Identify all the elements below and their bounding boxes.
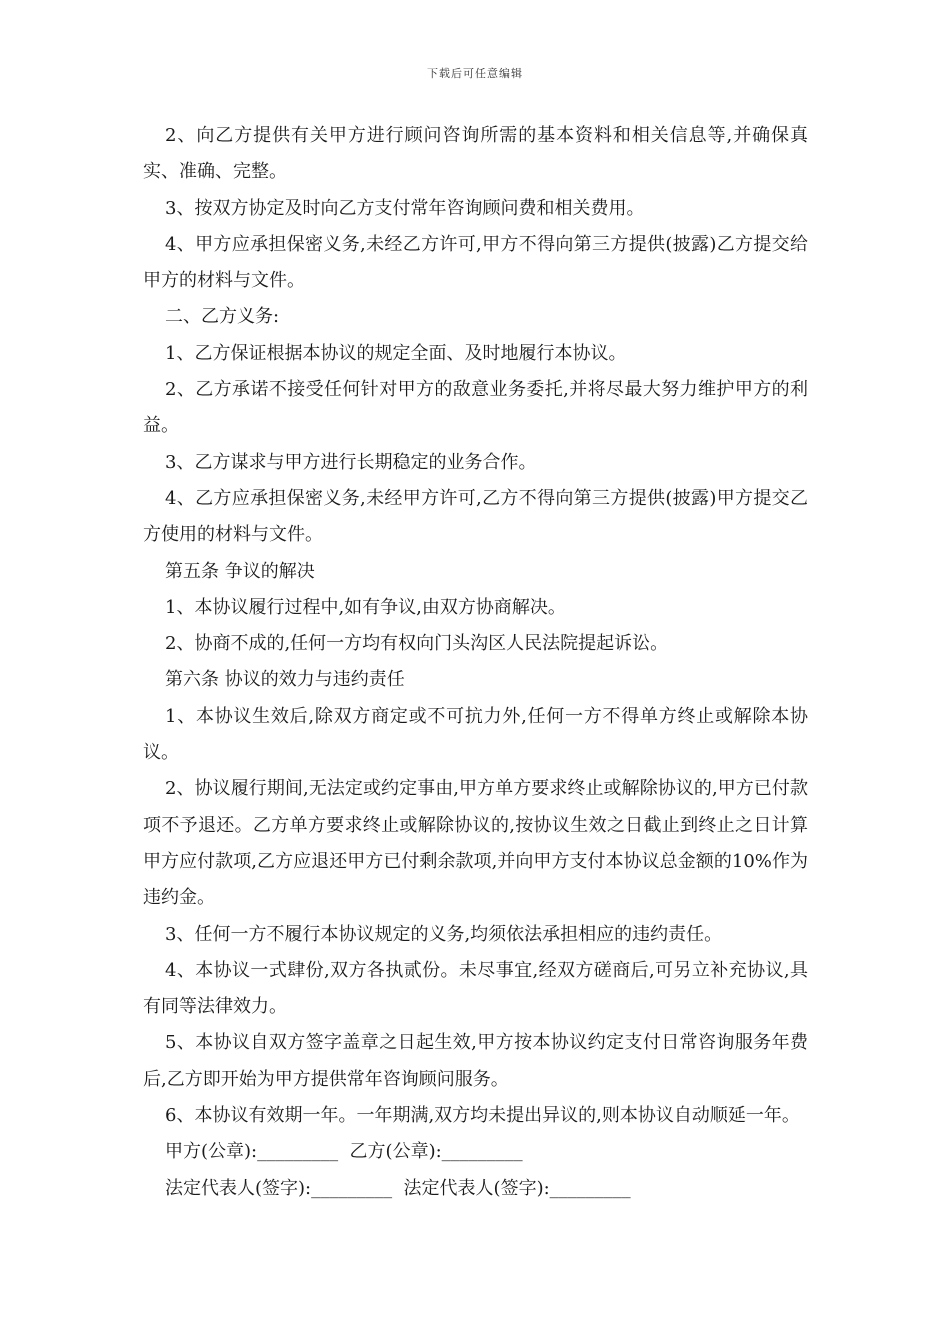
article-5-clause-1: 1、本协议履行过程中,如有争议,由双方协商解决。	[165, 596, 566, 618]
representative-signature-line: 法定代表人(签字):_________ 法定代表人(签字):_________	[165, 1177, 631, 1199]
article-5-clause-2: 2、协商不成的,任何一方均有权向门头沟区人民法院提起诉讼。	[165, 633, 669, 655]
clause-b-3: 3、乙方谋求与甲方进行长期稳定的业务合作。	[165, 451, 537, 473]
clause-b-1: 1、乙方保证根据本协议的规定全面、及时地履行本协议。	[165, 342, 627, 364]
clause-b-4: 4、乙方应承担保密义务,未经甲方许可,乙方不得向第三方提供(披露)甲方提交乙方使用的材料与文件。	[143, 487, 808, 546]
page-header: 下载后可任意编辑	[427, 67, 523, 80]
article-6-clause-1: 1、本协议生效后,除双方商定或不可抗力外,任何一方不得单方终止或解除本协议。	[143, 705, 808, 764]
clause-a-2: 2、向乙方提供有关甲方进行顾问咨询所需的基本资料和相关信息等,并确保真实、准确、完整。	[143, 125, 808, 183]
article-6-clause-5: 5、本协议自双方签字盖章之日起生效,甲方按本协议约定支付日常咨询服务年费后,乙方即开始为甲方提供常年咨询顾问服务。	[143, 1032, 808, 1090]
clause-a-4: 4、甲方应承担保密义务,未经乙方许可,甲方不得向第三方提供(披露)乙方提交给甲方的材料与文件。	[143, 233, 808, 292]
clause-b-2: 2、乙方承诺不接受任何针对甲方的敌意业务委托,并将尽最大努力维护甲方的利益。	[143, 379, 808, 437]
article-6-clause-3: 3、任何一方不履行本协议规定的义务,均须依法承担相应的违约责任。	[165, 923, 723, 945]
article-6-heading: 第六条 协议的效力与违约责任	[165, 669, 405, 691]
article-5-heading: 第五条 争议的解决	[165, 560, 315, 582]
section-heading-b: 二、乙方义务:	[165, 306, 280, 328]
article-6-clause-6: 6、本协议有效期一年。一年期满,双方均未提出异议的,则本协议自动顺延一年。	[165, 1105, 800, 1127]
clause-a-3: 3、按双方协定及时向乙方支付常年咨询顾问费和相关费用。	[165, 197, 645, 219]
article-6-clause-4: 4、本协议一式肆份,双方各执贰份。未尽事宜,经双方磋商后,可另立补充协议,具有同等法律效力。	[143, 959, 808, 1018]
document-body	[143, 118, 808, 1207]
article-6-clause-2: 2、协议履行期间,无法定或约定事由,甲方单方要求终止或解除协议的,甲方已付款项不予退还。乙方单方要求终止或解除协议的,按协议生效之日截止到终止之日计算甲方应付款项,乙方应退还甲方已付剩余款项,并向甲方支付本协议总金额的10%作为违约金。	[143, 778, 808, 909]
seal-signature-line: 甲方(公章):_________ 乙方(公章):_________	[165, 1141, 523, 1163]
